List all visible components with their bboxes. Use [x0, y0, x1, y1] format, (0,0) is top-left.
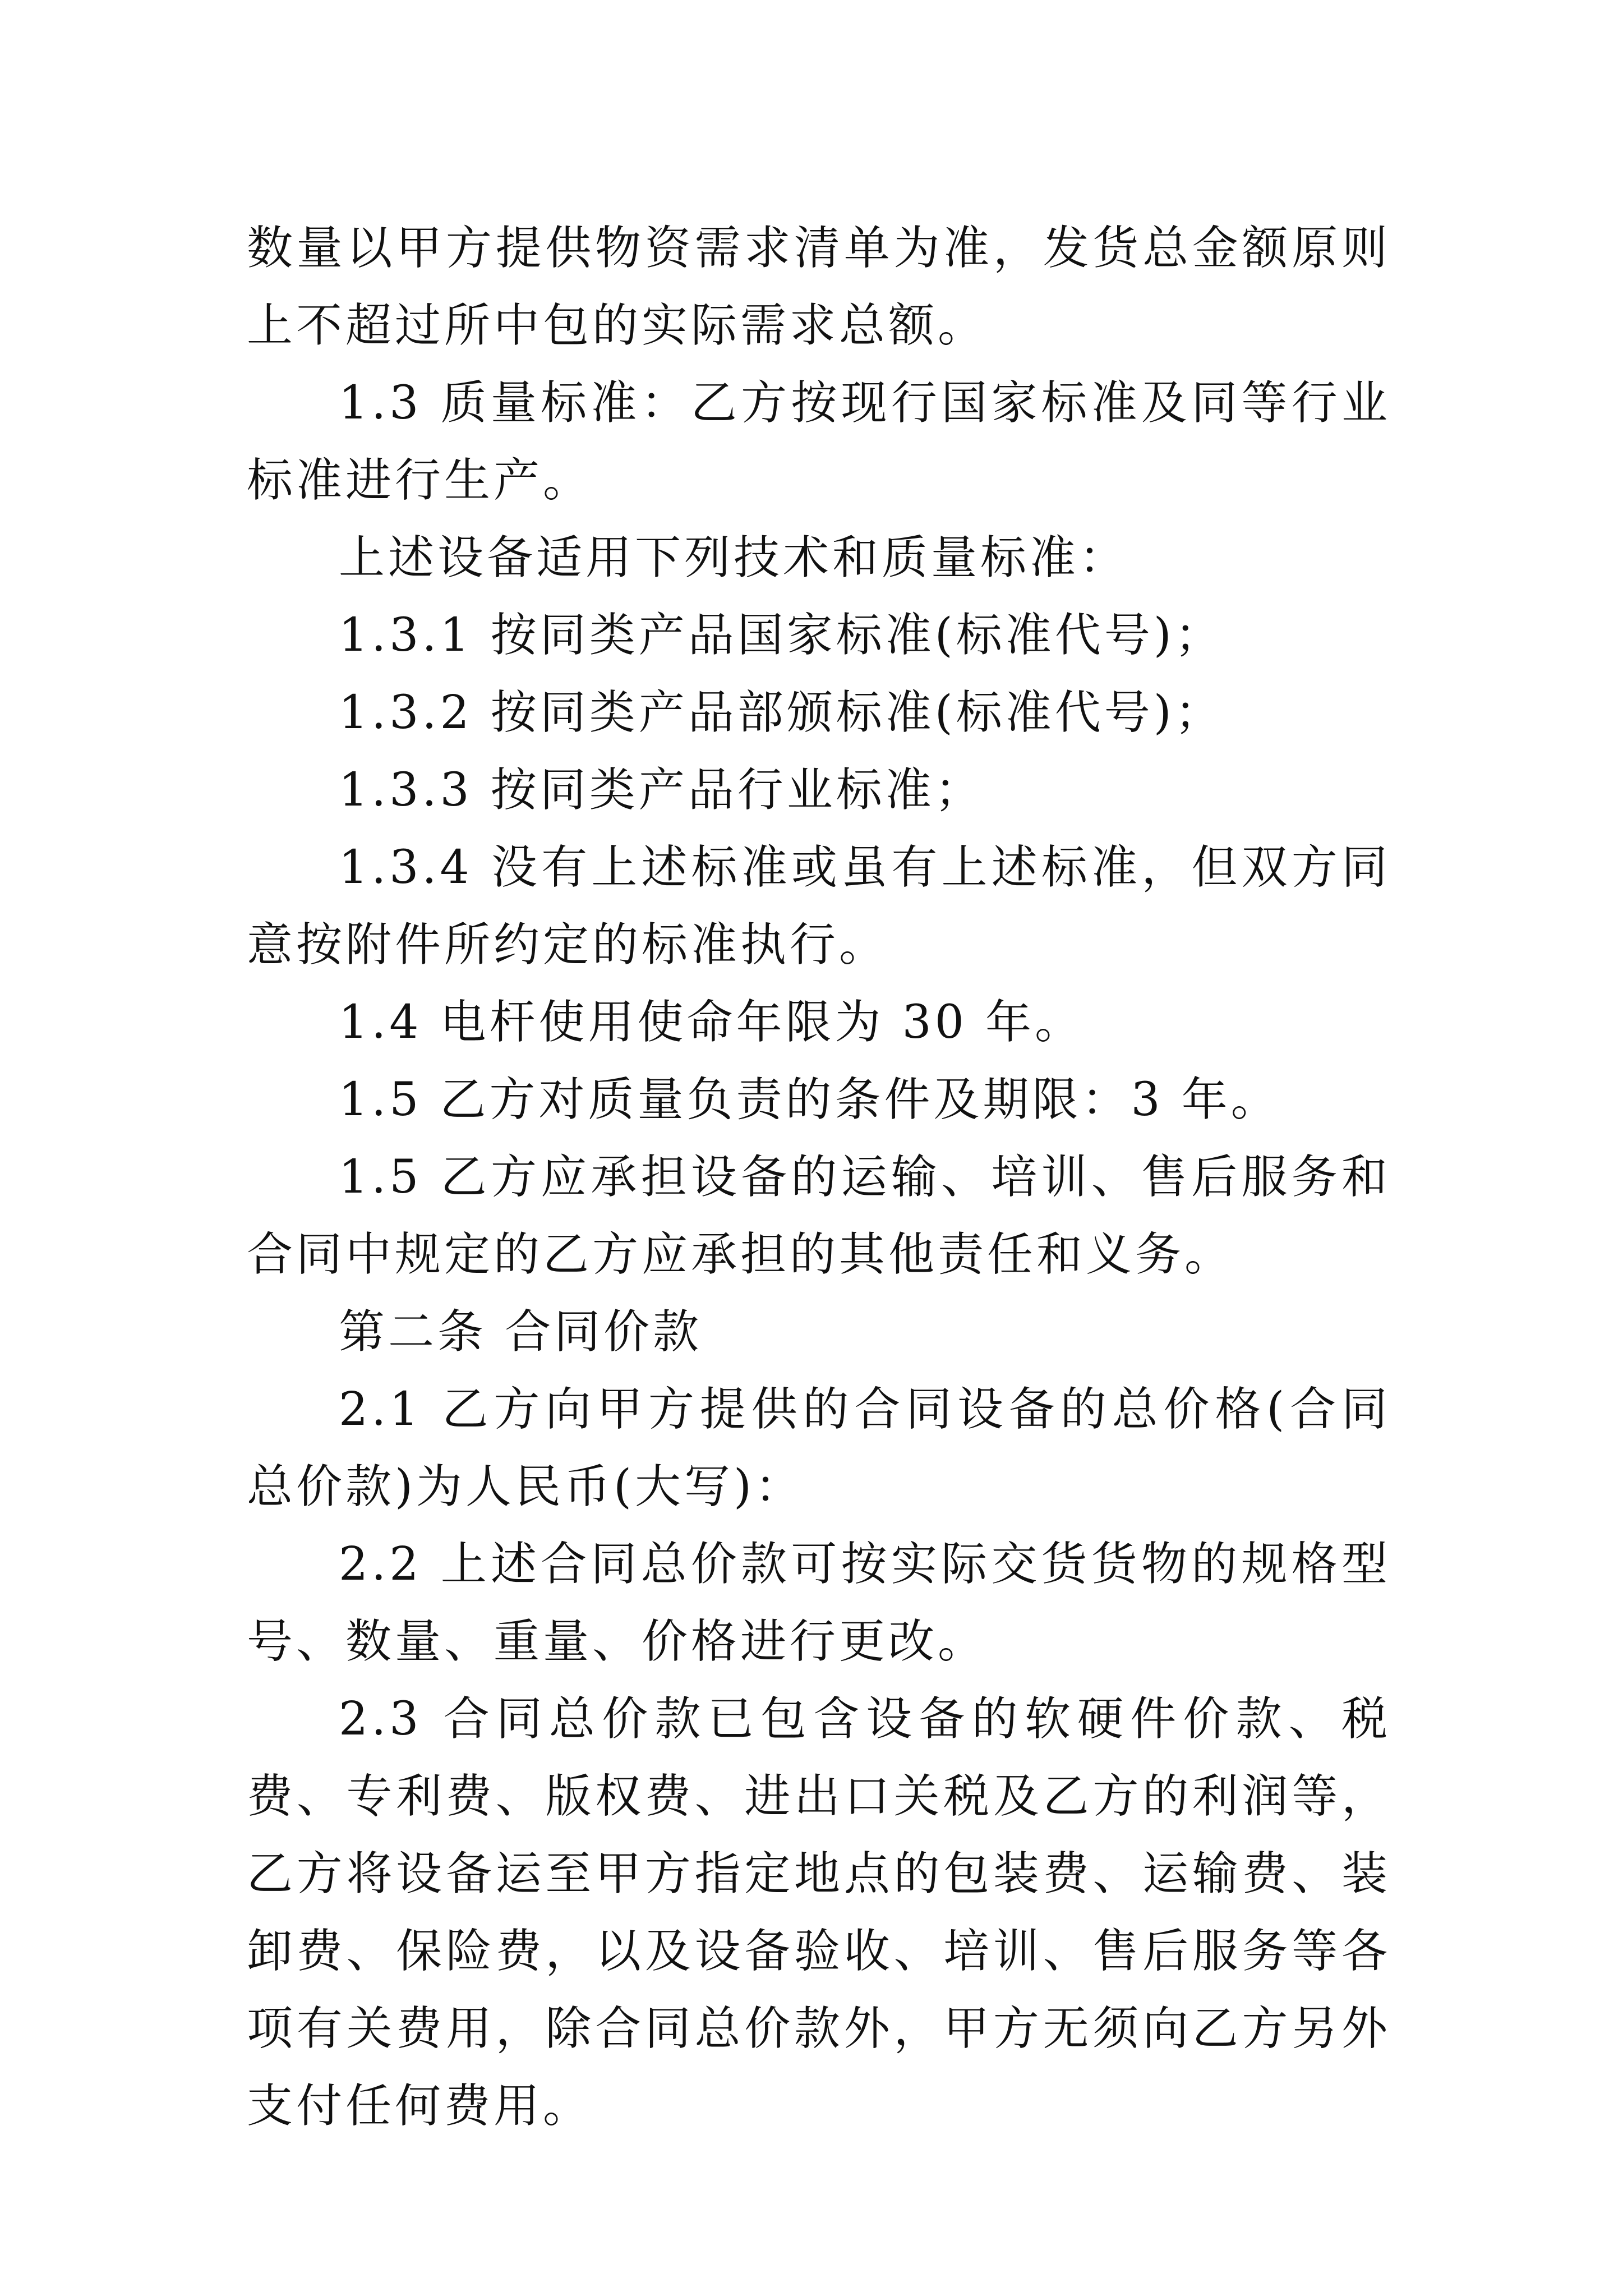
paragraph-2-1: 2.1 乙方向甲方提供的合同设备的总价格(合同总价款)为人民币(大写)： [247, 1383, 1391, 1513]
paragraph-applicable-standards: 上述设备适用下列技术和质量标准： [339, 531, 1129, 585]
paragraph-1-3-3: 1.3.3 按同类产品行业标准； [339, 763, 984, 817]
paragraph-1-4: 1.4 电杆使用使命年限为 30 年。 [339, 996, 1084, 1049]
paragraph-quality-standard: 1.3 质量标准：乙方按现行国家标准及同等行业标准进行生产。 [247, 376, 1391, 507]
paragraph-continuation: 数量以甲方提供物资需求清单为准，发货总金额原则上不超过所中包的实际需求总额。 [247, 222, 1391, 352]
paragraph-1-5-responsibilities: 1.5 乙方应承担设备的运输、培训、售后服务和合同中规定的乙方应承担的其他责任和义务。 [247, 1151, 1391, 1281]
paragraph-1-3-4: 1.3.4 没有上述标准或虽有上述标准，但双方同意按附件所约定的标准执行。 [247, 841, 1391, 972]
paragraph-2-3: 2.3 合同总价款已包含设备的软硬件价款、税费、专利费、版权费、进出口关税及乙方的利润等，乙方将设备运至甲方指定地点的包装费、运输费、装卸费、保险费，以及设备验收、培训、售后服务等各项有关费用，除合同总价款外，甲方无须向乙方另外支付任何费用。 [247, 1692, 1391, 2133]
document-body [247, 210, 1391, 2145]
paragraph-1-3-1: 1.3.1 按同类产品国家标准(标准代号)； [339, 609, 1224, 662]
paragraph-1-5-quality-period: 1.5 乙方对质量负责的条件及期限：3 年。 [339, 1073, 1280, 1126]
paragraph-2-2: 2.2 上述合同总价款可按实际交货货物的规格型号、数量、重量、价格进行更改。 [247, 1538, 1391, 1668]
section-heading-article-2: 第二条 合同价款 [339, 1305, 703, 1359]
paragraph-1-3-2: 1.3.2 按同类产品部颁标准(标准代号)； [339, 686, 1224, 739]
